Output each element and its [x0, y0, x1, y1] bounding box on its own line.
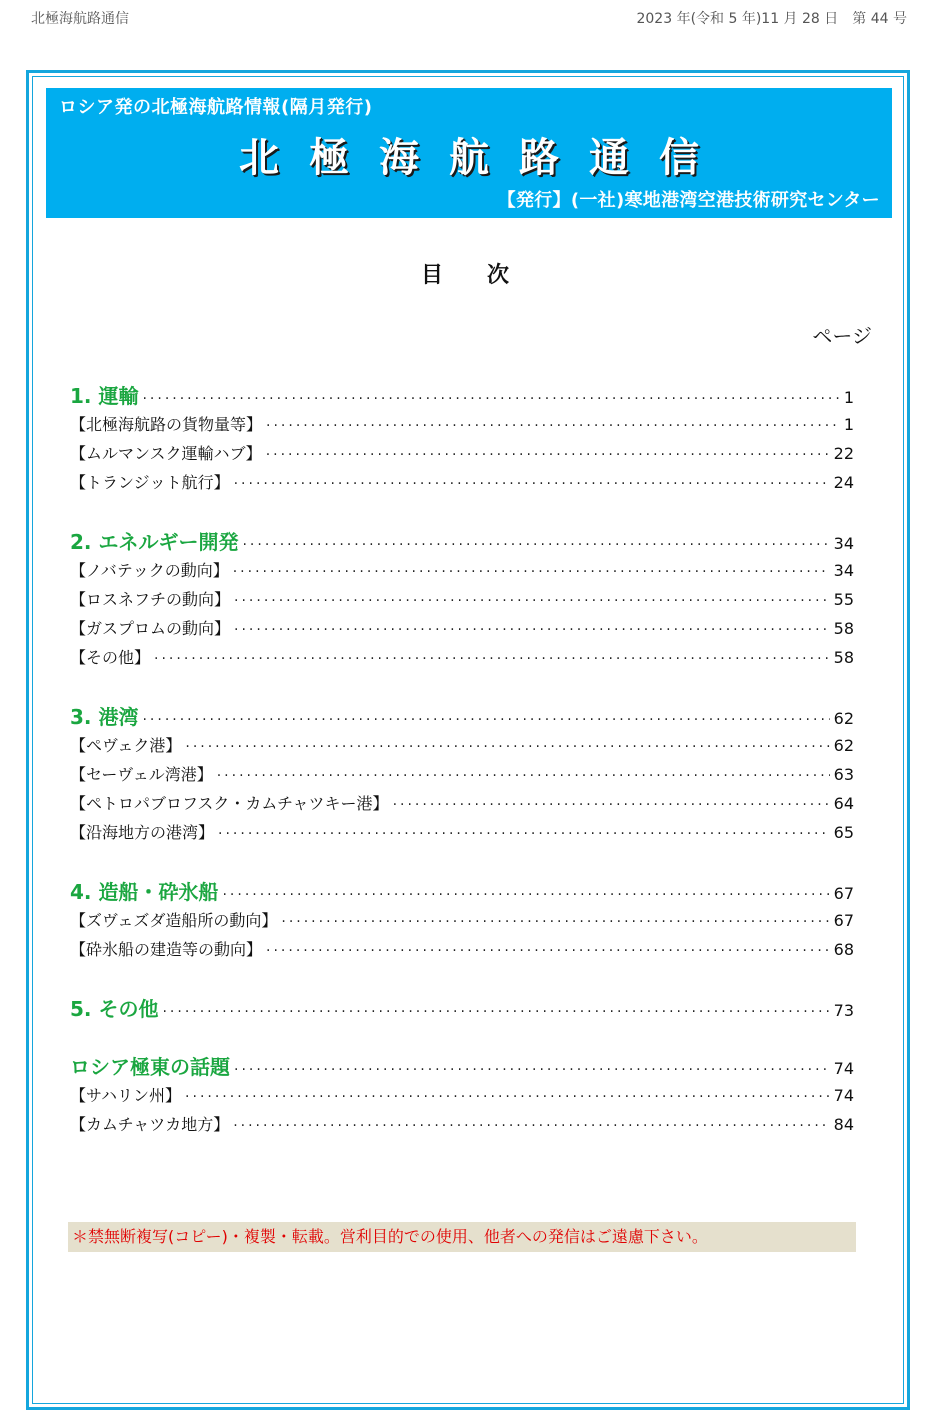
toc-entry-label: 【北極海航路の貨物量等】	[70, 415, 263, 434]
toc-section-other[interactable]	[70, 993, 854, 1022]
toc-entry-label: 【ペヴェク港】	[70, 736, 182, 755]
copyright-notice: ＊禁無断複写(コピー)・複製・転載。営利目的での使用、他者への発信はご遠慮下さい。	[68, 1222, 856, 1252]
toc-entry-label: 4. 造船・砕氷船	[70, 880, 219, 904]
toc-entry-page: 68	[833, 940, 854, 959]
leader-dots	[266, 447, 830, 463]
toc-entry-label: 2. エネルギー開発	[70, 530, 239, 554]
toc-section-energy[interactable]	[70, 526, 854, 555]
title-banner	[46, 88, 892, 218]
toc-entry-label: 【ズヴェズダ造船所の動向】	[70, 911, 278, 930]
toc-entry[interactable]	[70, 1083, 854, 1106]
toc-entry-label: 【ロスネフチの動向】	[70, 590, 231, 609]
toc-entry[interactable]	[70, 587, 854, 610]
toc-entry-page: 55	[833, 590, 854, 609]
toc-entry-label: 1. 運輸	[70, 384, 139, 408]
toc-entry-label: 【ガスプロムの動向】	[70, 619, 231, 638]
leader-dots	[234, 593, 830, 609]
toc-entry-page: 73	[833, 1001, 854, 1020]
leader-dots	[266, 418, 840, 434]
toc-entry-page: 1	[843, 388, 854, 407]
running-header-date-issue: 2023 年(令和 5 年)11 月 28 日 第 44 号	[636, 11, 907, 27]
toc-entry[interactable]	[70, 908, 854, 931]
toc-entry[interactable]	[70, 558, 854, 581]
toc-entry-label: 【サハリン州】	[70, 1086, 182, 1105]
toc-entry[interactable]	[70, 733, 854, 756]
toc-entry-label: 【セーヴェル湾港】	[70, 765, 213, 784]
leader-dots	[185, 739, 829, 755]
toc-entry[interactable]	[70, 470, 854, 493]
toc-entry-page: 67	[833, 884, 854, 903]
leader-dots	[233, 564, 830, 580]
leader-dots	[217, 768, 830, 784]
toc-entry-page: 34	[833, 534, 854, 553]
leader-dots	[266, 943, 830, 959]
toc-entry-label: 【トランジット航行】	[70, 473, 230, 492]
toc-entry-page: 63	[833, 765, 854, 784]
leader-dots	[234, 1062, 830, 1078]
toc-entry-page: 67	[833, 911, 854, 930]
toc-entry-page: 65	[833, 823, 854, 842]
toc-entry-label: 【ペトロパブロフスク・カムチャツキー港】	[70, 794, 389, 813]
toc-entry-page: 74	[833, 1059, 854, 1078]
toc-entry-label: 【沿海地方の港湾】	[70, 823, 215, 842]
toc-section-shipbuilding[interactable]	[70, 876, 854, 905]
toc-entry-page: 58	[833, 648, 854, 667]
banner-publisher: 【発行】(一社)寒地港湾空港技術研究センター	[497, 190, 880, 211]
toc-entry-label: ロシア極東の話題	[70, 1055, 230, 1079]
toc-entry[interactable]	[70, 412, 854, 435]
toc-entry-page: 58	[833, 619, 854, 638]
banner-subtitle: ロシア発の北極海航路情報(隔月発行)	[59, 97, 373, 118]
leader-dots	[242, 537, 829, 553]
page-column-label: ページ	[812, 324, 872, 348]
toc-entry-label: 【ムルマンスク運輸ハブ】	[70, 444, 262, 463]
toc-entry-page: 1	[843, 415, 854, 434]
toc-entry-page: 34	[833, 561, 854, 580]
running-header-title: 北極海航路通信	[31, 11, 129, 27]
toc-entry-page: 64	[833, 794, 854, 813]
leader-dots	[234, 622, 830, 638]
toc-entry[interactable]	[70, 791, 854, 814]
toc-entry-label: 5. その他	[70, 997, 159, 1021]
toc-entry[interactable]	[70, 645, 854, 668]
toc-entry-label: 【砕氷船の建造等の動向】	[70, 940, 263, 959]
leader-dots	[233, 1118, 829, 1134]
leader-dots	[222, 887, 829, 903]
toc-entry-label: 3. 港湾	[70, 705, 139, 729]
toc-entry-page: 24	[833, 473, 854, 492]
leader-dots	[393, 797, 830, 813]
banner-title: 北極海航路通信	[239, 135, 729, 181]
toc-entry[interactable]	[70, 762, 854, 785]
toc-heading: 目次	[420, 263, 553, 288]
toc-entry-label: 【その他】	[70, 648, 151, 667]
leader-dots	[162, 1004, 829, 1020]
toc-entry[interactable]	[70, 1112, 854, 1135]
leader-dots	[185, 1089, 830, 1105]
toc-entry-page: 62	[833, 736, 854, 755]
toc-entry-label: 【カムチャツカ地方】	[70, 1115, 230, 1134]
toc-entry[interactable]	[70, 820, 854, 843]
toc-entry-page: 74	[833, 1086, 854, 1105]
toc-section-far-east[interactable]	[70, 1051, 854, 1080]
toc-entry[interactable]	[70, 937, 854, 960]
toc-entry-label: 【ノバテックの動向】	[70, 561, 229, 580]
toc-entry-page: 22	[833, 444, 854, 463]
leader-dots	[154, 651, 830, 667]
toc-entry-page: 84	[833, 1115, 854, 1134]
toc-section-ports[interactable]	[70, 701, 854, 730]
toc-section-transport[interactable]	[70, 380, 854, 409]
leader-dots	[218, 826, 830, 842]
leader-dots	[281, 914, 829, 930]
leader-dots	[142, 391, 839, 407]
leader-dots	[142, 712, 829, 728]
toc-entry[interactable]	[70, 616, 854, 639]
toc-entry-page: 62	[833, 709, 854, 728]
leader-dots	[234, 476, 830, 492]
toc-entry[interactable]	[70, 441, 854, 464]
